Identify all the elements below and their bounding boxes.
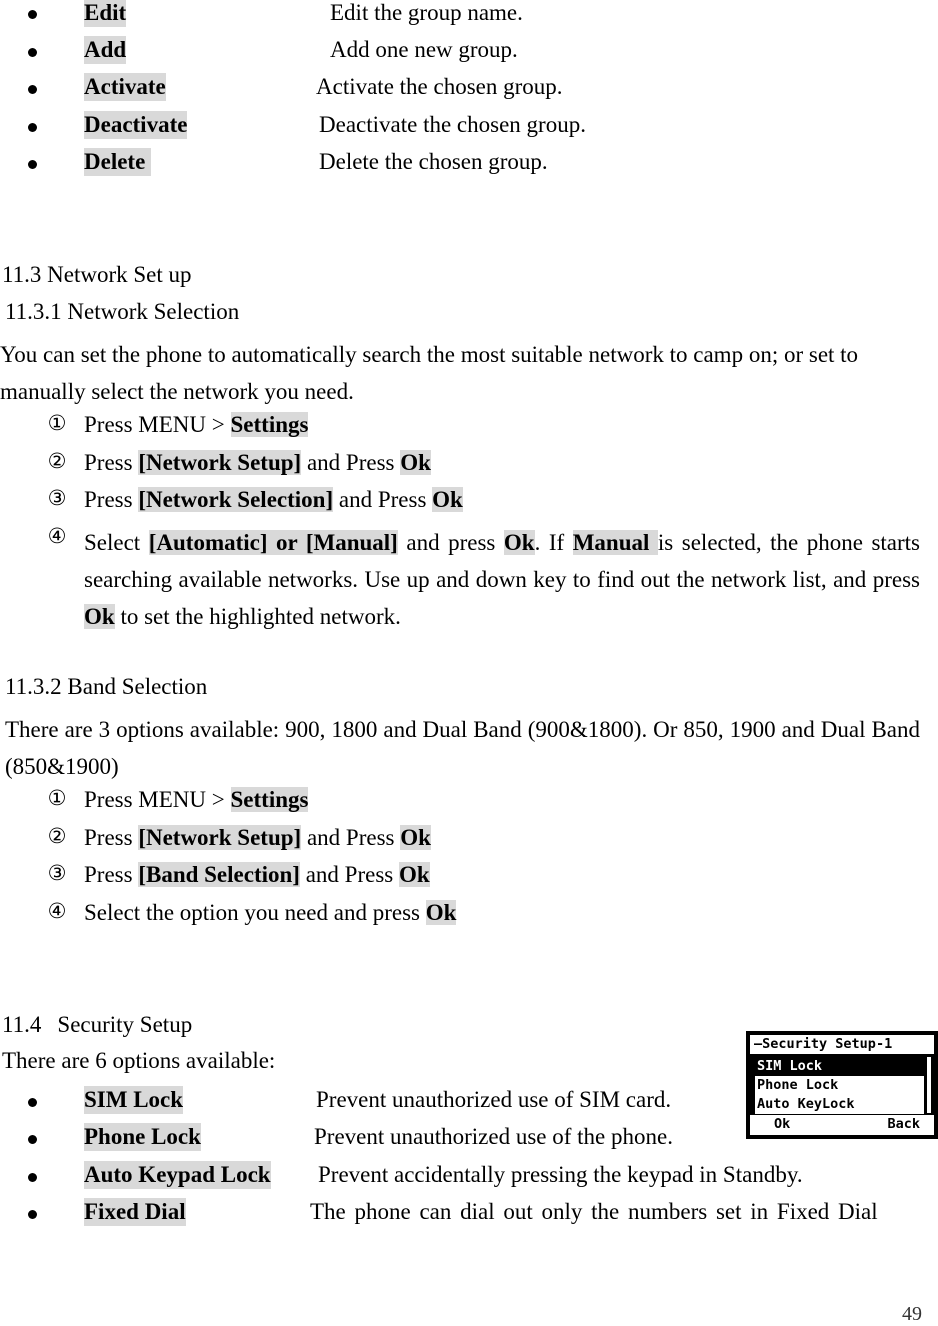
bullet-icon xyxy=(28,160,37,169)
paragraph xyxy=(5,711,920,785)
step-text: Press xyxy=(84,825,139,850)
bullet-icon xyxy=(28,1098,37,1107)
phone-title-text: Security Setup xyxy=(762,1036,876,1052)
key-label: Ok xyxy=(400,825,431,850)
term-description: Delete the chosen group. xyxy=(319,149,548,174)
key-label: Ok xyxy=(84,604,115,629)
term-description: Add one new group. xyxy=(330,37,518,62)
term-label: Fixed Dial xyxy=(84,1199,186,1224)
step-text: Press xyxy=(84,450,139,475)
step-text: Press MENU > xyxy=(84,787,231,812)
paragraph-text: There are 3 options available: 900, 1800 and Dual Band (900&1800). Or 850, 1900 and Dual Band (850&1900) xyxy=(5,717,920,779)
term-description: Activate the chosen group. xyxy=(316,74,563,99)
step-text: to set the highlighted network. xyxy=(114,604,401,629)
step-text: is selected, the phone starts searching available networks. Use up and down key to find out the network list, and press xyxy=(84,530,926,592)
term-description: Deactivate the chosen group. xyxy=(319,112,586,137)
term-description: Edit the group name. xyxy=(330,0,523,25)
phone-menu-item: SIM Lock xyxy=(755,1057,924,1076)
term-label: Delete xyxy=(84,149,152,174)
paragraph: There are 6 options available: xyxy=(2,1048,276,1073)
menu-item-label: [Band Selection] xyxy=(138,862,300,887)
bullet-icon xyxy=(28,1173,37,1182)
step-text: and press xyxy=(397,530,504,555)
step-number: ④ xyxy=(47,524,67,548)
term-label: Phone Lock xyxy=(84,1124,201,1149)
step-text: Press MENU > xyxy=(84,412,231,437)
bullet-icon xyxy=(28,10,37,19)
menu-item-label: [Network Selection] xyxy=(138,487,334,512)
paragraph: You can set the phone to automatically search the most suitable network to camp on; or set to manually select the network you need. xyxy=(0,342,859,404)
key-label: Ok xyxy=(400,450,431,475)
phone-menu-list xyxy=(755,1057,924,1113)
step-text: Press xyxy=(84,487,139,512)
phone-scrollbar xyxy=(927,1057,931,1113)
step-text: Select the option you need and press xyxy=(84,900,426,925)
key-label: Ok xyxy=(432,487,463,512)
phone-softkey-bar xyxy=(750,1115,934,1135)
step-text: and Press xyxy=(301,825,401,850)
option-label: Manual xyxy=(572,530,658,555)
bullet-icon xyxy=(28,85,37,94)
bullet-icon xyxy=(28,1210,37,1219)
step-text: Press xyxy=(84,862,139,887)
phone-screen-title: —Security Setup-1 xyxy=(750,1035,934,1054)
term-label: Deactivate xyxy=(84,112,188,137)
menu-item-label: Settings xyxy=(230,787,309,812)
menu-item-label: [Automatic] or [Manual] xyxy=(148,530,398,555)
term-description: Prevent unauthorized use of SIM card. xyxy=(316,1087,672,1112)
phone-menu-item: Auto KeyLock xyxy=(755,1095,924,1114)
step xyxy=(84,861,430,889)
key-label: Ok xyxy=(425,900,457,925)
term-label: Activate xyxy=(84,74,166,99)
step-number: ④ xyxy=(47,899,67,923)
term-label: Edit xyxy=(84,0,127,25)
step-number: ③ xyxy=(47,486,67,510)
step-number: ③ xyxy=(47,861,67,885)
term-label: Auto Keypad Lock xyxy=(84,1162,271,1187)
step xyxy=(84,486,463,514)
menu-item-label: [Network Setup] xyxy=(138,825,302,850)
step xyxy=(84,411,308,439)
step-number: ② xyxy=(47,824,67,848)
step-text: and Press xyxy=(333,487,433,512)
section-heading: 11.3 Network Set up xyxy=(2,262,192,287)
phone-softkey-left: Ok xyxy=(774,1116,791,1132)
term-label: SIM Lock xyxy=(84,1087,184,1112)
step xyxy=(84,449,431,477)
step-number: ① xyxy=(47,411,67,435)
term-description: Prevent unauthorized use of the phone. xyxy=(314,1124,673,1149)
menu-item-label: [Network Setup] xyxy=(138,450,302,475)
term-description: Prevent accidentally pressing the keypad in Standby. xyxy=(318,1162,803,1187)
step xyxy=(84,899,456,927)
section-number: 11.4 xyxy=(2,1012,42,1037)
term-description: The phone can dial out only the numbers set in Fixed Dial xyxy=(310,1199,878,1224)
phone-page-indicator: 1 xyxy=(884,1036,893,1052)
step-number: ② xyxy=(47,449,67,473)
phone-menu-item: Phone Lock xyxy=(755,1076,924,1095)
step xyxy=(84,824,431,852)
section-title: Security Setup xyxy=(57,1012,193,1037)
step-text: and Press xyxy=(301,450,401,475)
step-text: . If xyxy=(534,530,573,555)
section-heading xyxy=(2,1011,192,1039)
step-text: Select xyxy=(84,530,149,555)
bullet-icon xyxy=(28,123,37,132)
step xyxy=(84,524,926,635)
subsection-heading: 11.3.1 Network Selection xyxy=(5,299,240,324)
bullet-icon xyxy=(28,48,37,57)
key-label: Ok xyxy=(398,862,430,887)
menu-item-label: Settings xyxy=(230,412,309,437)
key-label: Ok xyxy=(503,530,535,555)
phone-softkey-right: Back xyxy=(887,1116,920,1132)
step-number: ① xyxy=(47,786,67,810)
page-number: 49 xyxy=(902,1303,922,1325)
step-text: and Press xyxy=(299,862,399,887)
bullet-icon xyxy=(28,1135,37,1144)
phone-screen xyxy=(746,1031,938,1139)
term-label: Add xyxy=(84,37,127,62)
step xyxy=(84,786,308,814)
subsection-heading: 11.3.2 Band Selection xyxy=(5,674,208,699)
